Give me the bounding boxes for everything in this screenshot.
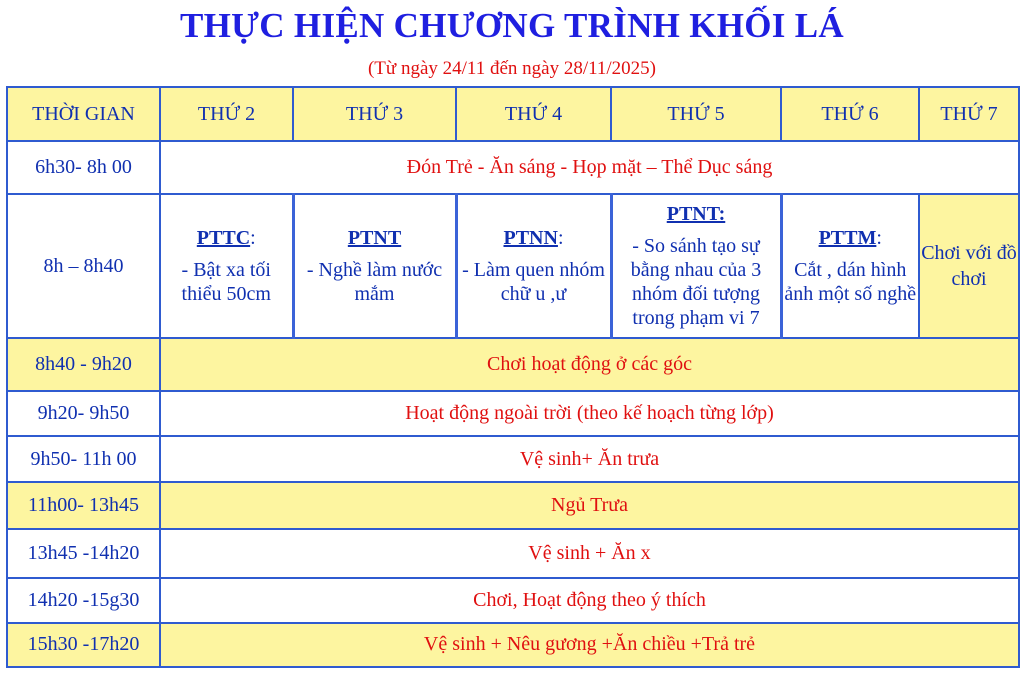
row-activity: Vệ sinh + Ăn x — [160, 529, 1019, 577]
header-fri: THỨ 6 — [781, 87, 919, 141]
header-thu: THỨ 5 — [611, 87, 781, 141]
header-sat: THỨ 7 — [919, 87, 1019, 141]
row-time: 14h20 -15g30 — [7, 578, 160, 623]
lesson-subject: PTNT: — [666, 203, 726, 226]
row-activity: Chơi hoạt động ở các góc — [160, 338, 1019, 391]
page-title: THỰC HIỆN CHƯƠNG TRÌNH KHỐI LÁ — [179, 6, 845, 45]
header-wed: THỨ 4 — [456, 87, 611, 141]
lesson-sat: Chơi với đồ chơi — [919, 194, 1019, 337]
schedule-table — [6, 86, 1020, 668]
row-time: 13h45 -14h20 — [7, 529, 160, 577]
row-activity: Vệ sinh + Nêu gương +Ăn chiều +Trả trẻ — [160, 623, 1019, 667]
row-activity: Vệ sinh+ Ăn trưa — [160, 436, 1019, 482]
row-activity: Đón Trẻ - Ăn sáng - Họp mặt – Thể Dục sáng — [160, 141, 1019, 194]
row-time: 11h00- 13h45 — [7, 482, 160, 529]
lesson-tue — [293, 194, 456, 337]
table-row-lessons — [7, 194, 1019, 337]
header-row — [7, 87, 1019, 141]
header-tue: THỨ 3 — [293, 87, 456, 141]
table-row — [7, 391, 1019, 436]
table-row — [7, 338, 1019, 391]
table-row — [7, 623, 1019, 667]
row-time: 8h40 - 9h20 — [7, 338, 160, 391]
lesson-wed — [456, 194, 611, 337]
lesson-thu — [611, 194, 781, 337]
date-range-subtitle: (Từ ngày 24/11 đến ngày 28/11/2025) — [367, 58, 657, 79]
table-row — [7, 482, 1019, 529]
row-activity: Chơi, Hoạt động theo ý thích — [160, 578, 1019, 623]
table-row — [7, 529, 1019, 577]
row-time: 15h30 -17h20 — [7, 623, 160, 667]
lesson-subject-sep: : — [557, 227, 564, 250]
row-time: 9h20- 9h50 — [7, 391, 160, 436]
lesson-mon — [160, 194, 293, 337]
table-row — [7, 436, 1019, 482]
row-time: 9h50- 11h 00 — [7, 436, 160, 482]
row-time: 6h30- 8h 00 — [7, 141, 160, 194]
lesson-subject: PTTM — [818, 227, 877, 250]
header-time: THỜI GIAN — [7, 87, 160, 141]
table-row — [7, 141, 1019, 194]
lesson-subject-sep: : — [876, 227, 882, 250]
lesson-subject: PTTC — [196, 227, 251, 250]
lesson-subject: PTNN — [503, 227, 558, 250]
lesson-fri — [781, 194, 919, 337]
row-activity: Hoạt động ngoài trời (theo kế hoạch từng lớp) — [160, 391, 1019, 436]
row-activity: Ngủ Trưa — [160, 482, 1019, 529]
lesson-text: - Nghề làm nước mắm — [306, 259, 443, 306]
lesson-subject-sep: : — [250, 227, 256, 250]
row-time: 8h – 8h40 — [7, 194, 160, 337]
lesson-text: Cắt , dán hình ảnh một số nghề — [784, 259, 917, 306]
header-mon: THỨ 2 — [160, 87, 293, 141]
lesson-text: - So sánh tạo sự bằng nhau của 3 nhóm đối tượng trong phạm vi 7 — [630, 235, 762, 330]
lesson-text: - Bật xa tối thiểu 50cm — [181, 259, 271, 306]
table-row — [7, 578, 1019, 623]
lesson-text: - Làm quen nhóm chữ u ,ư — [462, 259, 605, 306]
lesson-subject: PTNT — [347, 227, 402, 250]
